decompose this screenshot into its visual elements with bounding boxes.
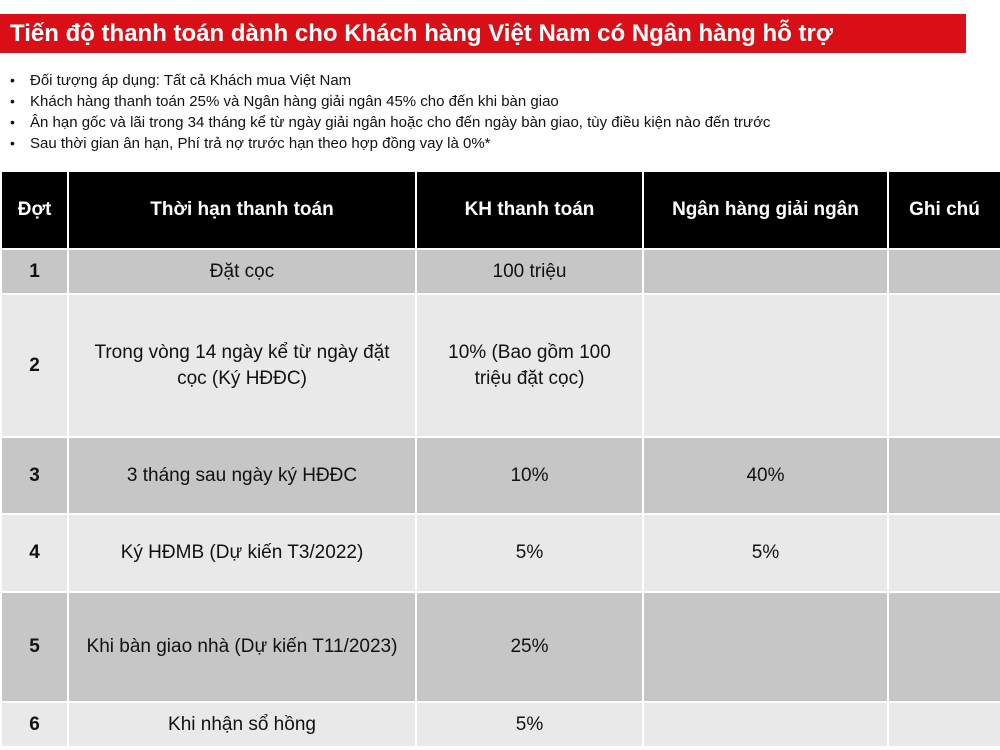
cell-term: Ký HĐMB (Dự kiến T3/2022) [68, 514, 416, 592]
bullet-text: Ân hạn gốc và lãi trong 34 tháng kể từ ngày giải ngân hoặc cho đến ngày bàn giao, tùy điều kiện nào đến trước [30, 114, 771, 131]
cell-term: 3 tháng sau ngày ký HĐĐC [68, 437, 416, 514]
table-header-row [1, 172, 1000, 249]
cell-customer: 10% [416, 437, 643, 514]
bullet-dot-icon: • [10, 114, 15, 130]
cell-stage: 5 [1, 592, 68, 702]
table-row [1, 592, 1000, 702]
bullet-text: Đối tượng áp dụng: Tất cả Khách mua Việt Nam [30, 72, 352, 89]
cell-bank [643, 702, 888, 747]
list-item [0, 91, 770, 112]
table-row [1, 437, 1000, 514]
cell-customer: 10% (Bao gồm 100 triệu đặt cọc) [416, 294, 643, 437]
cell-stage: 2 [1, 294, 68, 437]
cell-bank [643, 592, 888, 702]
payment-schedule-table [0, 172, 1000, 748]
cell-bank [643, 294, 888, 437]
header-stage: Đợt [1, 172, 68, 249]
cell-bank: 40% [643, 437, 888, 514]
cell-stage: 6 [1, 702, 68, 747]
cell-stage: 4 [1, 514, 68, 592]
cell-stage: 1 [1, 249, 68, 294]
table-row [1, 702, 1000, 747]
cell-note [888, 437, 1000, 514]
header-customer-payment: KH thanh toán [416, 172, 643, 249]
cell-note [888, 294, 1000, 437]
conditions-list [0, 70, 770, 154]
cell-term: Đặt cọc [68, 249, 416, 294]
cell-term: Trong vòng 14 ngày kể từ ngày đặt cọc (Ký HĐĐC) [68, 294, 416, 437]
bullet-dot-icon: • [10, 135, 15, 151]
table-row [1, 514, 1000, 592]
list-item [0, 70, 770, 91]
bullet-text: Sau thời gian ân hạn, Phí trả nợ trước hạn theo hợp đồng vay là 0%* [30, 135, 491, 152]
cell-note [888, 249, 1000, 294]
cell-bank: 5% [643, 514, 888, 592]
bullet-text: Khách hàng thanh toán 25% và Ngân hàng giải ngân 45% cho đến khi bàn giao [30, 93, 559, 110]
header-bank-disbursement: Ngân hàng giải ngân [643, 172, 888, 249]
bullet-dot-icon: • [10, 72, 15, 88]
table-row [1, 294, 1000, 437]
cell-term: Khi bàn giao nhà (Dự kiến T11/2023) [68, 592, 416, 702]
table-row [1, 249, 1000, 294]
cell-note [888, 592, 1000, 702]
cell-customer: 25% [416, 592, 643, 702]
cell-bank [643, 249, 888, 294]
cell-note [888, 702, 1000, 747]
list-item [0, 112, 770, 133]
cell-term: Khi nhận sổ hồng [68, 702, 416, 747]
bullet-dot-icon: • [10, 93, 15, 109]
header-payment-term: Thời hạn thanh toán [68, 172, 416, 249]
header-note: Ghi chú [888, 172, 1000, 249]
list-item [0, 133, 770, 154]
cell-customer: 100 triệu [416, 249, 643, 294]
cell-customer: 5% [416, 702, 643, 747]
cell-stage: 3 [1, 437, 68, 514]
cell-customer: 5% [416, 514, 643, 592]
cell-note [888, 514, 1000, 592]
page-title: Tiến độ thanh toán dành cho Khách hàng Việt Nam có Ngân hàng hỗ trợ [0, 14, 966, 53]
